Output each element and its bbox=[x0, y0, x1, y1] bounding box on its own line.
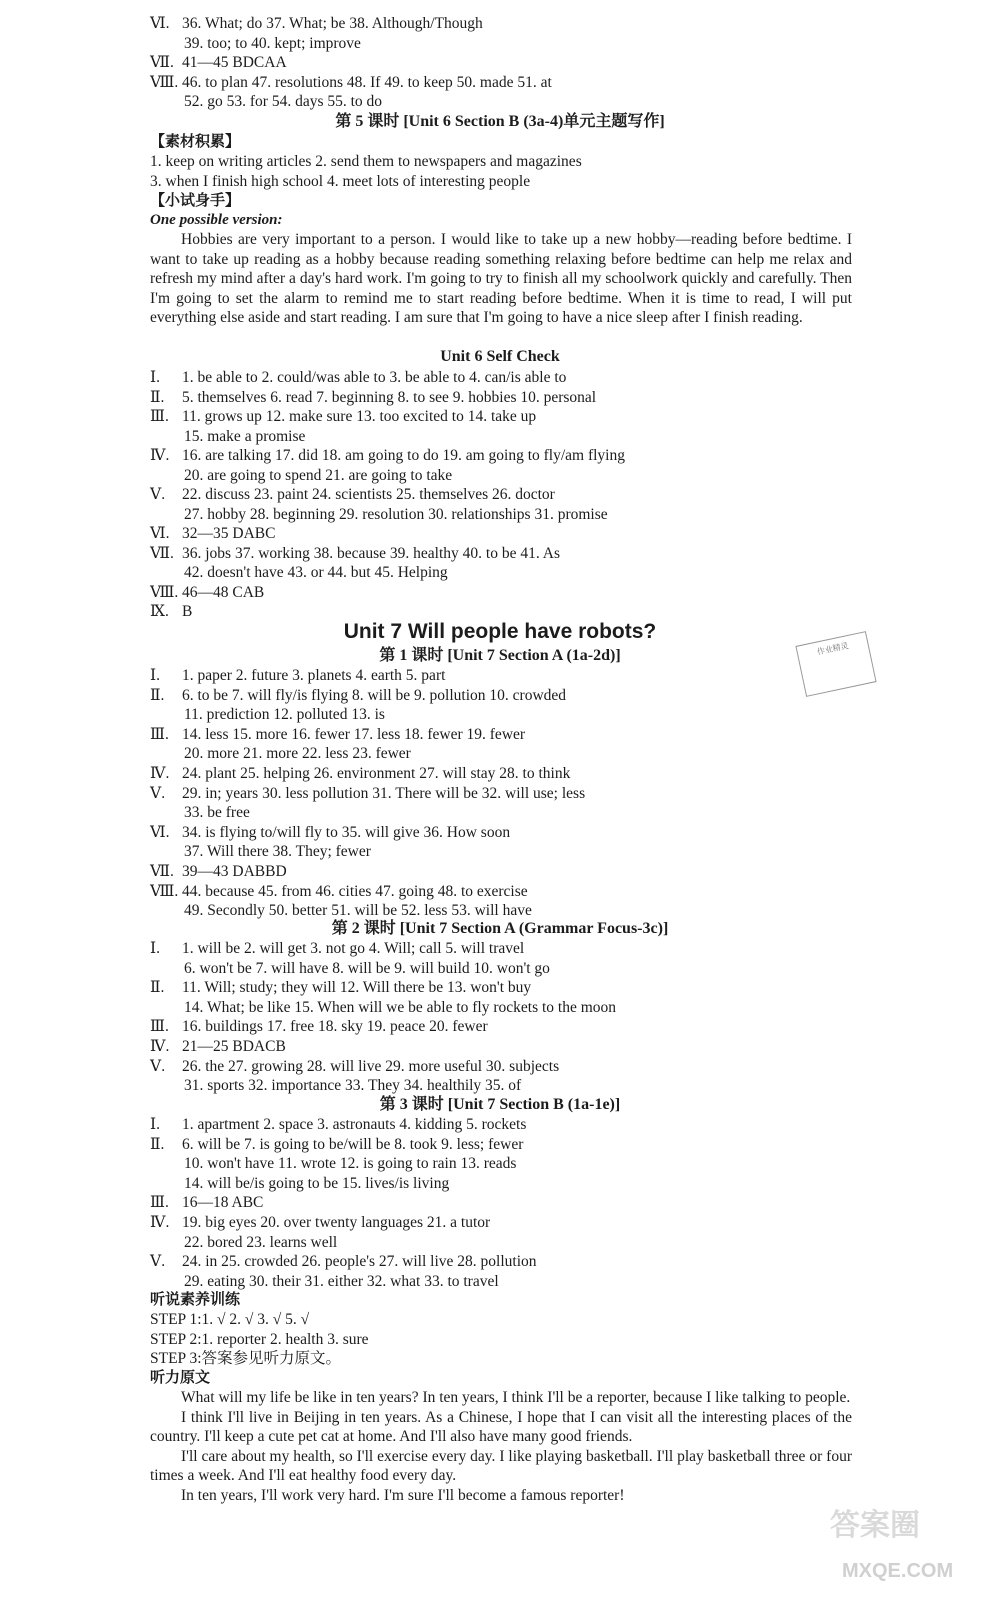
answer-line: 20. are going to spend 21. are going to take bbox=[184, 466, 453, 484]
roman-numeral: Ⅶ. bbox=[150, 54, 174, 72]
roman-numeral: Ⅵ. bbox=[150, 823, 170, 841]
answer-line: 37. Will there 38. They; fewer bbox=[184, 843, 371, 861]
answer-line: 22. bored 23. learns well bbox=[184, 1233, 338, 1251]
roman-numeral: Ⅶ. bbox=[150, 863, 174, 880]
lesson5-title: 第 5 课时 [Unit 6 Section B (3a-4)单元主题写作] bbox=[335, 113, 665, 130]
answer-line: 41—45 BDCAA bbox=[182, 54, 287, 72]
answer-line: 21—25 BDACB bbox=[182, 1038, 286, 1055]
roman-numeral: Ⅳ. bbox=[150, 1038, 170, 1055]
answer-line: 29. eating 30. their 31. either 32. what 33. to travel bbox=[184, 1272, 499, 1290]
step-3: STEP 3:答案参见听力原文。 bbox=[150, 1350, 342, 1367]
answer-line: 5. themselves 6. read 7. beginning 8. to see 9. hobbies 10. personal bbox=[182, 388, 597, 406]
answer-line: 1. apartment 2. space 3. astronauts 4. kidding 5. rockets bbox=[182, 1116, 527, 1133]
roman-numeral: Ⅴ. bbox=[150, 1253, 166, 1271]
roman-numeral: Ⅱ. bbox=[150, 1135, 165, 1153]
answer-line: 39. too; to 40. kept; improve bbox=[184, 34, 361, 52]
listening-paragraph: I think I'll live in Beijing in ten years. As a Chinese, I hope that I can visit all the interesting places of the country. I'll keep a cute pet cat at home. And I'll also have many good friends. bbox=[150, 1408, 852, 1446]
listening-paragraph: In ten years, I'll work very hard. I'm sure I'll become a famous reporter! bbox=[181, 1486, 625, 1504]
answer-line: 29. in; years 30. less pollution 31. There will be 32. will use; less bbox=[182, 784, 586, 802]
answer-line: 26. the 27. growing 28. will live 29. more useful 30. subjects bbox=[182, 1057, 560, 1075]
answer-line: 22. discuss 23. paint 24. scientists 25. themselves 26. doctor bbox=[182, 486, 555, 503]
answer-line: 36. What; do 37. What; be 38. Although/Though bbox=[182, 15, 483, 32]
answer-line: 31. sports 32. importance 33. They 34. healthily 35. of bbox=[184, 1077, 522, 1095]
roman-numeral: Ⅴ. bbox=[150, 486, 166, 503]
answer-line: 1. will be 2. will get 3. not go 4. Will; call 5. will travel bbox=[182, 940, 525, 957]
roman-numeral: Ⅶ. bbox=[150, 544, 174, 562]
xiaoshi-label: 【小试身手】 bbox=[150, 193, 241, 209]
roman-numeral: Ⅷ. bbox=[150, 882, 179, 900]
answer-line: 20. more 21. more 22. less 23. fewer bbox=[184, 745, 411, 763]
listening-paragraph: I'll care about my health, so I'll exercise every day. I like playing basketball. I'll play basketball three or four times a week. And I'll eat healthy food every day. bbox=[150, 1447, 852, 1485]
answer-line: 16. buildings 17. free 18. sky 19. peace 20. fewer bbox=[182, 1018, 488, 1036]
watermark-url: MXQE.COM bbox=[842, 1560, 954, 1582]
roman-numeral: Ⅴ. bbox=[150, 1057, 166, 1075]
roman-numeral: Ⅰ. bbox=[150, 940, 160, 957]
roman-numeral: Ⅲ. bbox=[150, 408, 169, 425]
answer-line: 14. less 15. more 16. fewer 17. less 18. fewer 19. fewer bbox=[182, 725, 526, 743]
answer-line: 46. to plan 47. resolutions 48. If 49. to keep 50. made 51. at bbox=[182, 73, 552, 91]
answer-line: 42. doesn't have 43. or 44. but 45. Helping bbox=[184, 564, 448, 581]
answer-line: 1. paper 2. future 3. planets 4. earth 5. part bbox=[182, 667, 446, 684]
roman-numeral: Ⅰ. bbox=[150, 369, 160, 386]
answer-line: 16. are talking 17. did 18. am going to do 19. am going to fly/am flying bbox=[182, 447, 625, 464]
listening-paragraph: What will my life be like in ten years? In ten years, I think I'll be a reporter, because I like talking to people. bbox=[181, 1389, 851, 1406]
roman-numeral: Ⅳ. bbox=[150, 765, 170, 782]
sample-essay: Hobbies are very important to a person. I would like to take up a new hobby—reading before bedtime. I want to take up reading as a hobby because reading something relaxing before bedtime can help me relax and refresh my mind after a day's hard work. I'm going to try to finish all my schoolwork quickly and carefully. Then I'm going to set the alarm to remind me to start reading before bedtime. When it is time to read, I will put everything else aside and start reading. I am sure that I'm going to have a nice sleep after I finish reading. bbox=[150, 231, 852, 327]
answer-line: 39—43 DABBD bbox=[182, 863, 287, 880]
roman-numeral: Ⅵ. bbox=[150, 15, 170, 32]
answer-line: 16—18 ABC bbox=[182, 1194, 264, 1212]
answer-line: 10. won't have 11. wrote 12. is going to rain 13. reads bbox=[184, 1155, 517, 1173]
roman-numeral: Ⅳ. bbox=[150, 1214, 170, 1231]
roman-numeral: Ⅱ. bbox=[150, 979, 165, 997]
step-1: STEP 1:1. √ 2. √ 3. √ 5. √ bbox=[150, 1311, 310, 1328]
answer-line: 14. will be/is going to be 15. lives/is living bbox=[184, 1174, 450, 1192]
tingshuo-label: 听说素养训练 bbox=[150, 1292, 241, 1308]
roman-numeral: Ⅰ. bbox=[150, 1116, 160, 1133]
answer-line: 34. is flying to/will fly to 35. will give 36. How soon bbox=[182, 823, 511, 841]
roman-numeral: Ⅸ. bbox=[150, 603, 169, 620]
roman-numeral: Ⅴ. bbox=[150, 784, 166, 802]
answer-line: 11. Will; study; they will 12. Will there be 13. won't buy bbox=[182, 979, 532, 997]
lesson1-title: 第 1 课时 [Unit 7 Section A (1a-2d)] bbox=[379, 647, 621, 664]
answer-line: 15. make a promise bbox=[184, 427, 306, 445]
answer-line: 1. be able to 2. could/was able to 3. be able to 4. can/is able to bbox=[182, 369, 567, 386]
sucai-line-1: 1. keep on writing articles 2. send them to newspapers and magazines bbox=[150, 153, 582, 170]
answer-line: 46—48 CAB bbox=[182, 583, 265, 601]
listening-text bbox=[150, 1388, 852, 1506]
roman-numeral: Ⅱ. bbox=[150, 388, 165, 406]
watermark: 答案圈 bbox=[830, 1509, 920, 1542]
answer-line: B bbox=[182, 603, 193, 620]
answer-line: 27. hobby 28. beginning 29. resolution 30. relationships 31. promise bbox=[184, 505, 608, 523]
selfcheck-title: Unit 6 Self Check bbox=[440, 348, 560, 365]
version-label: One possible version: bbox=[150, 212, 283, 228]
answer-line: 32—35 DABC bbox=[182, 525, 276, 542]
roman-numeral: Ⅲ. bbox=[150, 725, 169, 743]
answer-line: 49. Secondly 50. better 51. will be 52. less 53. will have bbox=[184, 902, 532, 920]
step-2: STEP 2:1. reporter 2. health 3. sure bbox=[150, 1331, 369, 1348]
answer-line: 14. What; be like 15. When will we be able to fly rockets to the moon bbox=[184, 998, 617, 1016]
answer-line: 6. won't be 7. will have 8. will be 9. will build 10. won't go bbox=[184, 959, 550, 977]
sucai-label: 【素材积累】 bbox=[150, 134, 241, 150]
roman-numeral: Ⅰ. bbox=[150, 667, 160, 684]
roman-numeral: Ⅵ. bbox=[150, 525, 170, 542]
answer-line: 24. in 25. crowded 26. people's 27. will live 28. pollution bbox=[182, 1253, 537, 1271]
lesson2-title: 第 2 课时 [Unit 7 Section A (Grammar Focus-3c)] bbox=[331, 920, 669, 937]
answer-line: 6. to be 7. will fly/is flying 8. will be 9. pollution 10. crowded bbox=[182, 686, 567, 704]
stamp: 作业精灵 bbox=[795, 631, 876, 697]
unit7-title: Unit 7 Will people have robots? bbox=[343, 620, 657, 643]
answer-line: 44. because 45. from 46. cities 47. going 48. to exercise bbox=[182, 882, 528, 900]
answer-line: 6. will be 7. is going to be/will be 8. took 9. less; fewer bbox=[182, 1135, 524, 1153]
answer-line: 11. prediction 12. polluted 13. is bbox=[184, 706, 385, 724]
roman-numeral: Ⅳ. bbox=[150, 447, 170, 464]
sucai-line-2: 3. when I finish high school 4. meet lots of interesting people bbox=[150, 173, 531, 190]
answer-line: 24. plant 25. helping 26. environment 27. will stay 28. to think bbox=[182, 765, 571, 782]
answer-line: 19. big eyes 20. over twenty languages 21. a tutor bbox=[182, 1214, 491, 1231]
lesson3-title: 第 3 课时 [Unit 7 Section B (1a-1e)] bbox=[379, 1096, 621, 1113]
answer-line: 52. go 53. for 54. days 55. to do bbox=[184, 93, 383, 111]
answer-line: 33. be free bbox=[184, 804, 250, 822]
roman-numeral: Ⅷ. bbox=[150, 583, 179, 601]
answer-line: 36. jobs 37. working 38. because 39. healthy 40. to be 41. As bbox=[182, 544, 560, 562]
tingli-label: 听力原文 bbox=[150, 1370, 211, 1386]
roman-numeral: Ⅲ. bbox=[150, 1194, 169, 1212]
roman-numeral: Ⅱ. bbox=[150, 686, 165, 704]
roman-numeral: Ⅲ. bbox=[150, 1018, 169, 1036]
answer-line: 11. grows up 12. make sure 13. too excited to 14. take up bbox=[182, 408, 537, 425]
roman-numeral: Ⅷ. bbox=[150, 73, 179, 91]
